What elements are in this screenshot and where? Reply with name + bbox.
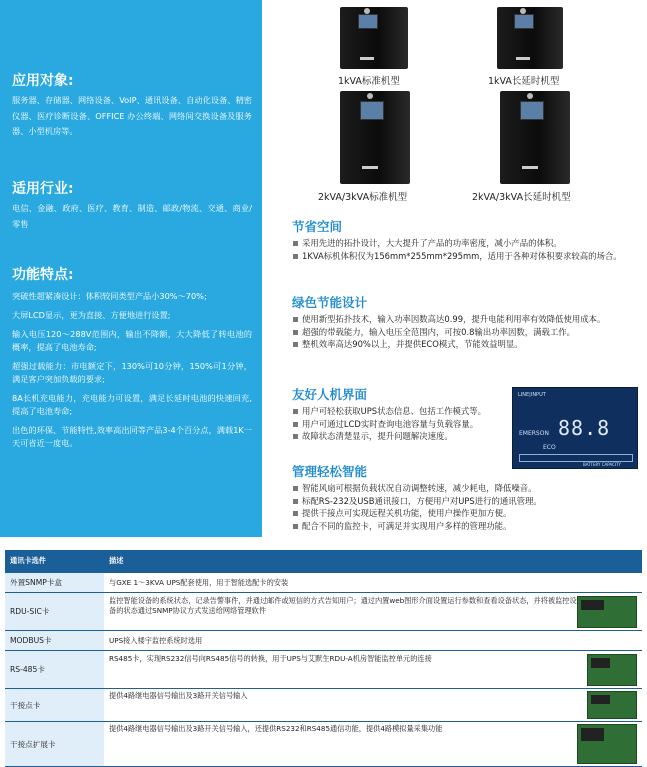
lcd-digits: 88.8	[558, 416, 611, 440]
list-item: 智能风扇可根据负载状况自动调整转速，减少耗电，降低噪音。	[292, 482, 637, 495]
card-name: RDU-SIC卡	[5, 593, 104, 631]
list-item: 采用先进的拓扑设计，大大提升了产品的功率密度，减小产品的体积。	[292, 237, 637, 250]
product-label: 1kVA长延时机型	[488, 76, 560, 87]
table-row	[5, 631, 642, 651]
space-saving-section	[292, 217, 637, 262]
table-row	[5, 593, 642, 631]
list-item: 用户可通过LCD实时查询电池容量与负载容量。	[292, 418, 507, 431]
ups-1kva-long-image	[497, 7, 563, 69]
hmi-section	[292, 385, 507, 443]
comm-card-table	[5, 550, 642, 767]
lcd-battery-label: BATTERY CAPACITY	[583, 462, 621, 467]
feature-item: 8A长机充电能力，充电能力可设置，满足长延时电池的快速回充,提高了电池寿命;	[12, 393, 252, 416]
rs485-card-image	[587, 654, 637, 686]
lcd-header: LINE|INPUT	[518, 392, 546, 398]
list-item: 用户可轻松获取UPS状态信息、包括工作模式等。	[292, 405, 507, 418]
col-header-desc: 描述	[104, 550, 642, 573]
management-section	[292, 462, 637, 532]
industry-text: 电信、金融、政府、医疗、教育、制造、邮政/物流、交通、商业/零售	[12, 203, 252, 229]
features-section	[12, 264, 252, 450]
card-desc: 提供4路继电器信号输出及3路开关信号输入	[109, 691, 248, 700]
list-item: 提供干接点可实现远程关机功能，使用户操作更加方便。	[292, 507, 637, 520]
product-label: 2kVA/3kVA标准机型	[318, 192, 408, 203]
dry-contact-card-image	[587, 691, 637, 719]
card-desc: 提供4路继电器信号输出及3路开关信号输入，还提供RS232和RS485通信功能，提供4路模拟量采集功能	[109, 724, 443, 733]
card-desc: UPS接入楼宇监控系统时选用	[104, 631, 642, 651]
feature-item: 出色的环保、节能特性,效率高出同等产品3-4个百分点，满载1K一天可省近一度电。	[12, 425, 252, 448]
lcd-panel-image	[512, 387, 638, 469]
table-row	[5, 651, 642, 689]
list-item: 1KVA标机体积仅为156mm*255mm*295mm，适用于各种对体积要求较高的场合。	[292, 250, 637, 263]
feature-item: 输入电压120～288V范围内，输出不降额，大大降低了转电池的概率，提高了电池寿命;	[12, 329, 252, 352]
application-title: 应用对象:	[12, 73, 74, 89]
card-desc: 与GXE 1～3KVA UPS配套使用，用于智能选配卡的安装	[104, 573, 642, 593]
section-title: 管理轻松智能	[292, 464, 368, 479]
col-header-card: 通讯卡选件	[5, 550, 104, 573]
feature-item: 大屏LCD显示，更为直接、方便地进行设置;	[12, 310, 171, 320]
product-label: 2kVA/3kVA长延时机型	[472, 192, 571, 203]
feature-item: 突破性超紧凑设计：体积较同类型产品小30%～70%;	[12, 291, 207, 301]
section-title: 绿色节能设计	[292, 295, 368, 310]
lcd-eco: ECO	[543, 444, 556, 451]
list-item: 故障状态清楚显示，提升问题解决速度。	[292, 430, 507, 443]
card-name: 干接点扩展卡	[5, 722, 104, 767]
rdu-sic-card-image	[577, 596, 637, 628]
left-panel	[0, 0, 262, 537]
list-item: 配合不同的监控卡，可满足并实现用户多样的管理功能。	[292, 520, 637, 533]
features-title: 功能特点:	[12, 267, 74, 283]
application-text: 服务器、存储器、网络设备、VoIP、通讯设备、自动化设备、精密仪器、医疗诊断设备、OFFICE 办公终端、网络间交换设备及服务器、小型机房等。	[12, 95, 252, 136]
table-row	[5, 689, 642, 722]
product-label: 1kVA标准机型	[338, 76, 400, 87]
ups-2-3kva-standard-image	[340, 91, 410, 184]
lcd-brand: EMERSON	[519, 430, 549, 437]
application-section	[12, 70, 252, 140]
list-item: 整机效率高达90%以上，并提供ECO模式，节能效益明显。	[292, 338, 637, 351]
industry-section	[12, 178, 252, 232]
dry-contact-ext-card-image	[577, 724, 637, 764]
card-name: RS-485卡	[5, 651, 104, 689]
card-desc: 监控智能设备的系统状态，记录告警事件，并通过邮件或短信的方式告知用户；通过内置web图形介面设置运行参数和查看设备状态，并将被监控设备的状态通过SNMP协议方式发送给网络管理软件	[109, 595, 577, 615]
card-name: 干接点卡	[5, 689, 104, 722]
feature-item: 超强过载能力：市电额定下，130%可10分钟，150%可1分钟，满足客户突加负载的要求;	[12, 361, 252, 384]
section-title: 节省空间	[292, 219, 343, 234]
card-desc: RS485卡，实现RS232信号向RS485信号的转换，用于UPS与艾默生RDU-A机房智能监控单元的连接	[109, 653, 432, 663]
list-item: 超强的带载能力，输入电压全范围内，可按0.8输出功率因数，满载工作。	[292, 326, 637, 339]
ups-1kva-standard-image	[340, 7, 408, 69]
battery-bar	[519, 454, 633, 462]
industry-title: 适用行业:	[12, 181, 74, 197]
table-row	[5, 722, 642, 767]
card-name: 外置SNMP卡盒	[5, 573, 104, 593]
table-header-row	[5, 550, 642, 573]
table-row	[5, 573, 642, 593]
list-item: 标配RS-232及USB通讯接口，方便用户对UPS进行的通讯管理。	[292, 495, 637, 508]
section-title: 友好人机界面	[292, 387, 368, 402]
ups-2-3kva-long-image	[500, 91, 570, 184]
list-item: 使用新型拓扑技术，输入功率因数高达0.99，提升电能利用率有效降低使用成本。	[292, 313, 637, 326]
green-design-section	[292, 293, 637, 351]
card-name: MODBUS卡	[5, 631, 104, 651]
